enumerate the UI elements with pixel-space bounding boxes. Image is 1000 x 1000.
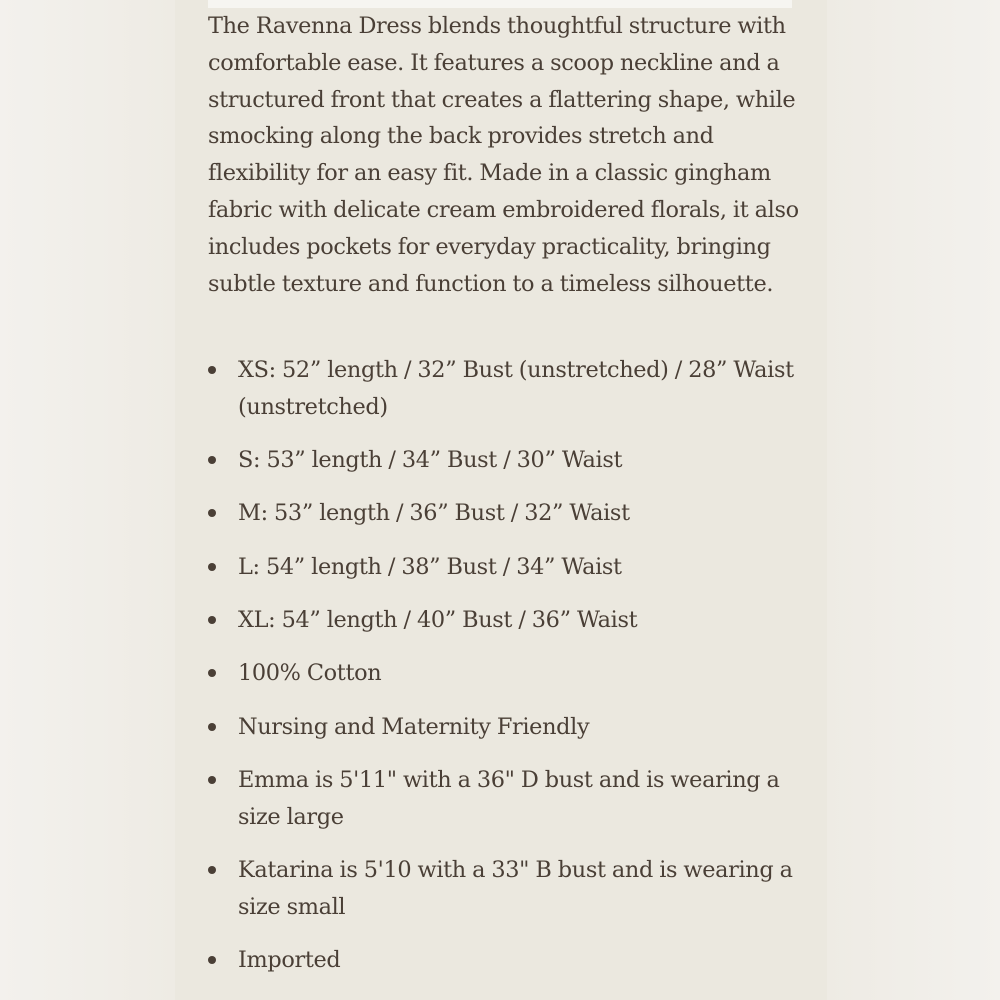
spec-item-origin	[208, 942, 808, 979]
right-margin	[825, 0, 1000, 1000]
spec-item-l	[208, 549, 808, 586]
bullet-icon	[208, 669, 216, 677]
left-margin	[0, 0, 175, 1000]
spec-item-nursing	[208, 709, 808, 746]
spec-text: XS: 52” length / 32” Bust (unstretched) / 28” Waist (unstretched)	[238, 357, 794, 420]
spec-item-m	[208, 495, 808, 532]
bullet-icon	[208, 616, 216, 624]
spec-text: S: 53” length / 34” Bust / 30” Waist	[238, 447, 623, 474]
spec-text: Katarina is 5'10 with a 33" B bust and is wearing a size small	[238, 856, 793, 920]
spec-text: Nursing and Maternity Friendly	[238, 713, 590, 740]
bullet-icon	[208, 509, 216, 517]
bullet-icon	[208, 723, 216, 731]
spec-item-xs	[208, 352, 808, 426]
product-description: The Ravenna Dress blends thoughtful structure with comfortable ease. It features a scoop neckline and a structured front that creates a flattering shape, while smocking along the back provides stretch and flexibility for an easy fit. Made in a classic gingham fabric with delicate cream embroidered florals, it also includes pockets for everyday practicality, bringing subtle texture and function to a timeless silhouette.	[208, 13, 799, 297]
spec-text: M: 53” length / 36” Bust / 32” Waist	[238, 500, 630, 527]
bullet-icon	[208, 956, 216, 964]
product-spec-list	[208, 352, 808, 995]
bullet-icon	[208, 563, 216, 571]
spec-text: Emma is 5'11" with a 36" D bust and is wearing a size large	[238, 766, 780, 830]
spec-text: XL: 54” length / 40” Bust / 36” Waist	[238, 606, 638, 633]
bullet-icon	[208, 776, 216, 784]
spec-text: L: 54” length / 38” Bust / 34” Waist	[238, 553, 622, 580]
spec-item-fabric	[208, 655, 808, 692]
spec-item-s	[208, 442, 808, 479]
bullet-icon	[208, 366, 216, 374]
spec-text: 100% Cotton	[238, 660, 382, 687]
bullet-icon	[208, 866, 216, 874]
spec-item-model-emma	[208, 762, 808, 836]
top-image-edge	[208, 0, 792, 8]
spec-text: Imported	[238, 947, 341, 974]
spec-item-model-katarina	[208, 852, 808, 926]
bullet-icon	[208, 456, 216, 464]
spec-item-xl	[208, 602, 808, 639]
